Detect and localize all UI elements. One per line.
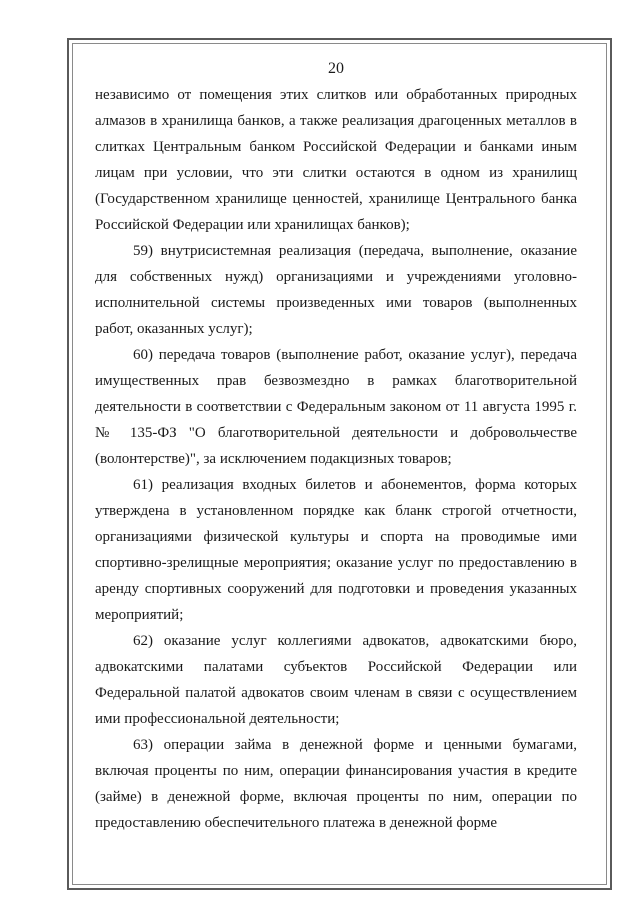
paragraph-item-60: 60) передача товаров (выполнение работ, оказание услуг), передача имущественных прав безвозмездно в рамках благотворительной деятельности в соответствии с Федеральным законом от 11 августа 1995 г. № 135-ФЗ "О благотворительной деятельности и добровольчестве (волонтерстве)", за исключением подакцизных товаров; [95, 347, 577, 467]
paragraph-item-63: 63) операции займа в денежной форме и ценными бумагами, включая проценты по ним, операции финансирования участия в кредите (займе) в денежной форме, включая проценты по ним, операции по предоставлению обеспечительного платежа в денежной форме [95, 737, 577, 831]
paragraph-item-62: 62) оказание услуг коллегиями адвокатов, адвокатскими бюро, адвокатскими палатами субъектов Российской Федерации или Федеральной палатой адвокатов своим членам в связи с осуществлением ими профессиональной деятельности; [95, 633, 577, 727]
document-body [95, 58, 577, 836]
paragraph-item-59: 59) внутрисистемная реализация (передача, выполнение, оказание для собственных нужд) организациями и учреждениями уголовно-исполнительной системы произведенных ими товаров (выполненных работ, оказанных услуг); [95, 243, 577, 337]
paragraph-item-61: 61) реализация входных билетов и абонементов, форма которых утверждена в установленном порядке как бланк строгой отчетности, организациями физической культуры и спорта на проводимые ими спортивно-зрелищные мероприятия; оказание услуг по предоставлению в аренду спортивных сооружений для подготовки и проведения указанных мероприятий; [95, 477, 577, 623]
page-number: 20 [328, 60, 344, 77]
paragraph-continuation: независимо от помещения этих слитков или обработанных природных алмазов в хранилища банков, а также реализация драгоценных металлов в слитках Центральным банком Российской Федерации и банками иным лицам при условии, что эти слитки остаются в одном из хранилищ (Государственном хранилище ценностей, хранилище Центрального банка Российской Федерации или хранилищах банков); [95, 87, 577, 233]
